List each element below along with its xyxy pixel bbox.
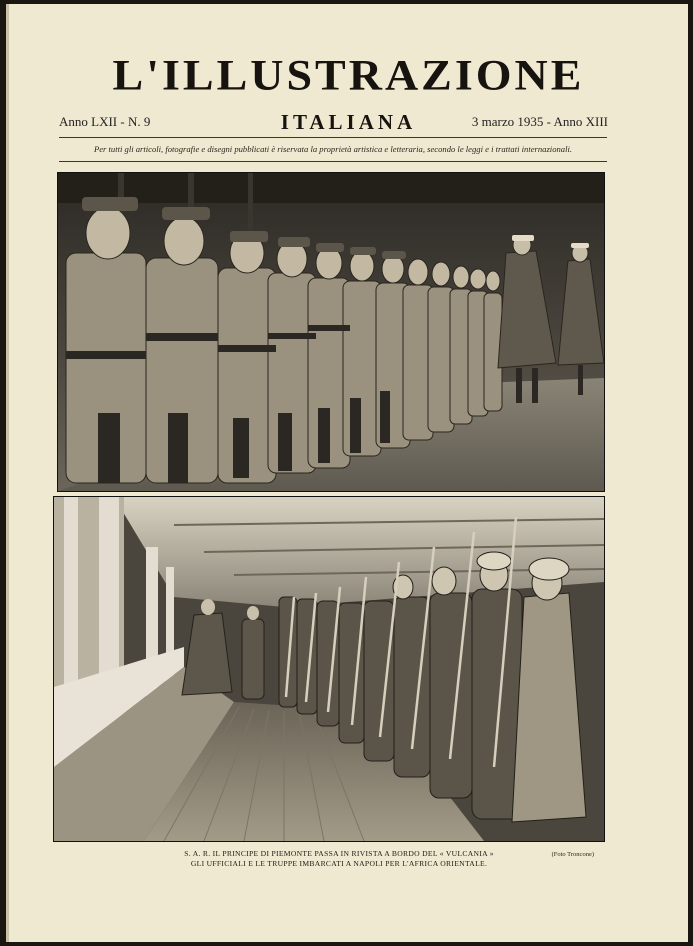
- photo-officers-lineup: [57, 172, 605, 492]
- issue-date: 3 marzo 1935 - Anno XIII: [471, 114, 608, 129]
- masthead-subtitle-row: [9, 110, 688, 134]
- rights-notice: Per tutti gli articoli, fotografie e disegni pubblicati è riservata la proprietà artistica e letteraria, secondo le leggi e i trattati internazionali.: [93, 144, 573, 154]
- magazine-page: [6, 4, 688, 942]
- photo-credit: (Foto Troncone): [551, 851, 594, 858]
- caption-line-1: S. A. R. IL PRINCIPE DI PIEMONTE PASSA IN RIVISTA A BORDO DEL « VULCANIA »: [184, 849, 494, 858]
- photo-caption: [139, 849, 539, 869]
- masthead-subtitle: ITALIANA: [280, 110, 417, 134]
- photo-troops-on-deck: [53, 496, 605, 842]
- caption-line-2: GLI UFFICIALI E LE TRUPPE IMBARCATI A NAPOLI PER L'AFRICA ORIENTALE.: [190, 859, 488, 868]
- masthead-title: L'ILLUSTRAZIONE: [112, 50, 585, 99]
- bottom-rule: [59, 161, 607, 162]
- top-rule: [59, 137, 607, 138]
- issue-number: Anno LXII - N. 9: [59, 114, 151, 129]
